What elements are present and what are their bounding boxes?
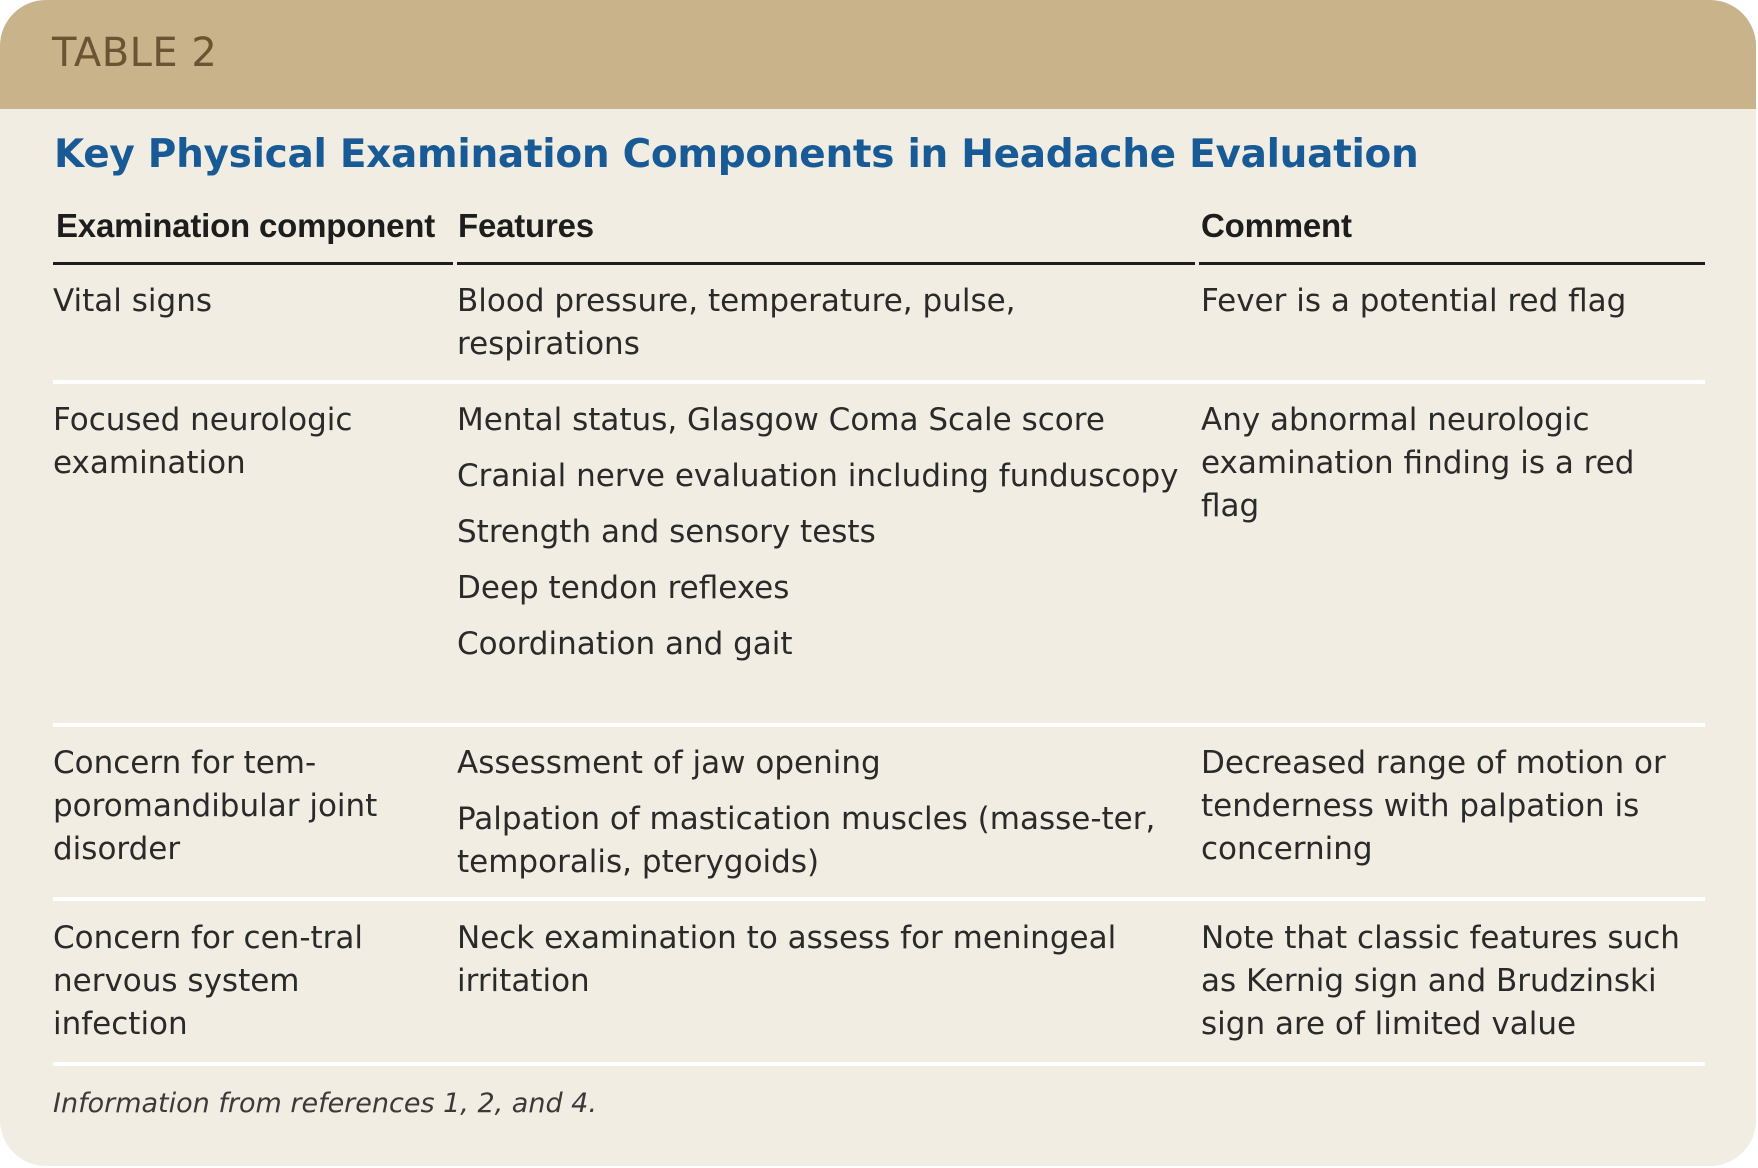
- cell-component: Vital signs: [53, 283, 212, 319]
- feature-item: Neck examination to assess for meningeal irritation: [457, 920, 1117, 999]
- feature-item: Palpation of mastication muscles (masse-ter, temporalis, pterygoids): [457, 801, 1156, 880]
- column-header-features: Features: [458, 207, 594, 244]
- row-divider: [53, 1062, 1705, 1066]
- feature-item: Strength and sensory tests: [457, 514, 876, 550]
- cell-comment: Fever is a potential red flag: [1201, 283, 1627, 319]
- row-divider: [53, 380, 1705, 384]
- cell-comment: Decreased range of motion or tenderness with palpation is concerning: [1201, 745, 1666, 867]
- row-divider: [53, 723, 1705, 727]
- cell-component: Focused neurologic examination: [53, 402, 353, 481]
- feature-item: Deep tendon reflexes: [457, 570, 790, 606]
- table-title: Key Physical Examination Components in Headache Evaluation: [54, 132, 1419, 177]
- table-header-band: [0, 0, 1756, 109]
- feature-item: Assessment of jaw opening: [457, 745, 881, 781]
- feature-item: Coordination and gait: [457, 626, 793, 662]
- cell-comment: Note that classic features such as Kernig sign and Brudzinski sign are of limited value: [1201, 920, 1680, 1042]
- table-number-label: TABLE 2: [52, 30, 218, 76]
- header-divider: [53, 262, 1705, 265]
- feature-item: Blood pressure, temperature, pulse, respirations: [457, 283, 1016, 362]
- cell-features: [457, 399, 1197, 666]
- cell-component: Concern for tem-poromandibular joint disorder: [53, 745, 378, 867]
- column-header-component: Examination component: [56, 207, 436, 244]
- cell-features: [457, 280, 1197, 366]
- header-divider-gap: [1195, 262, 1199, 265]
- cell-features: [457, 742, 1197, 884]
- feature-item: Cranial nerve evaluation including funduscopy: [457, 458, 1179, 494]
- cell-component: Concern for cen-tral nervous system infection: [53, 920, 364, 1042]
- feature-item: Mental status, Glasgow Coma Scale score: [457, 402, 1105, 438]
- row-divider: [53, 897, 1705, 901]
- table-footnote: Information from references 1, 2, and 4.: [53, 1088, 597, 1119]
- header-divider-gap: [453, 262, 457, 265]
- cell-features: [457, 917, 1197, 1003]
- cell-comment: Any abnormal neurologic examination finding is a red flag: [1201, 402, 1635, 524]
- column-header-comment: Comment: [1201, 207, 1352, 244]
